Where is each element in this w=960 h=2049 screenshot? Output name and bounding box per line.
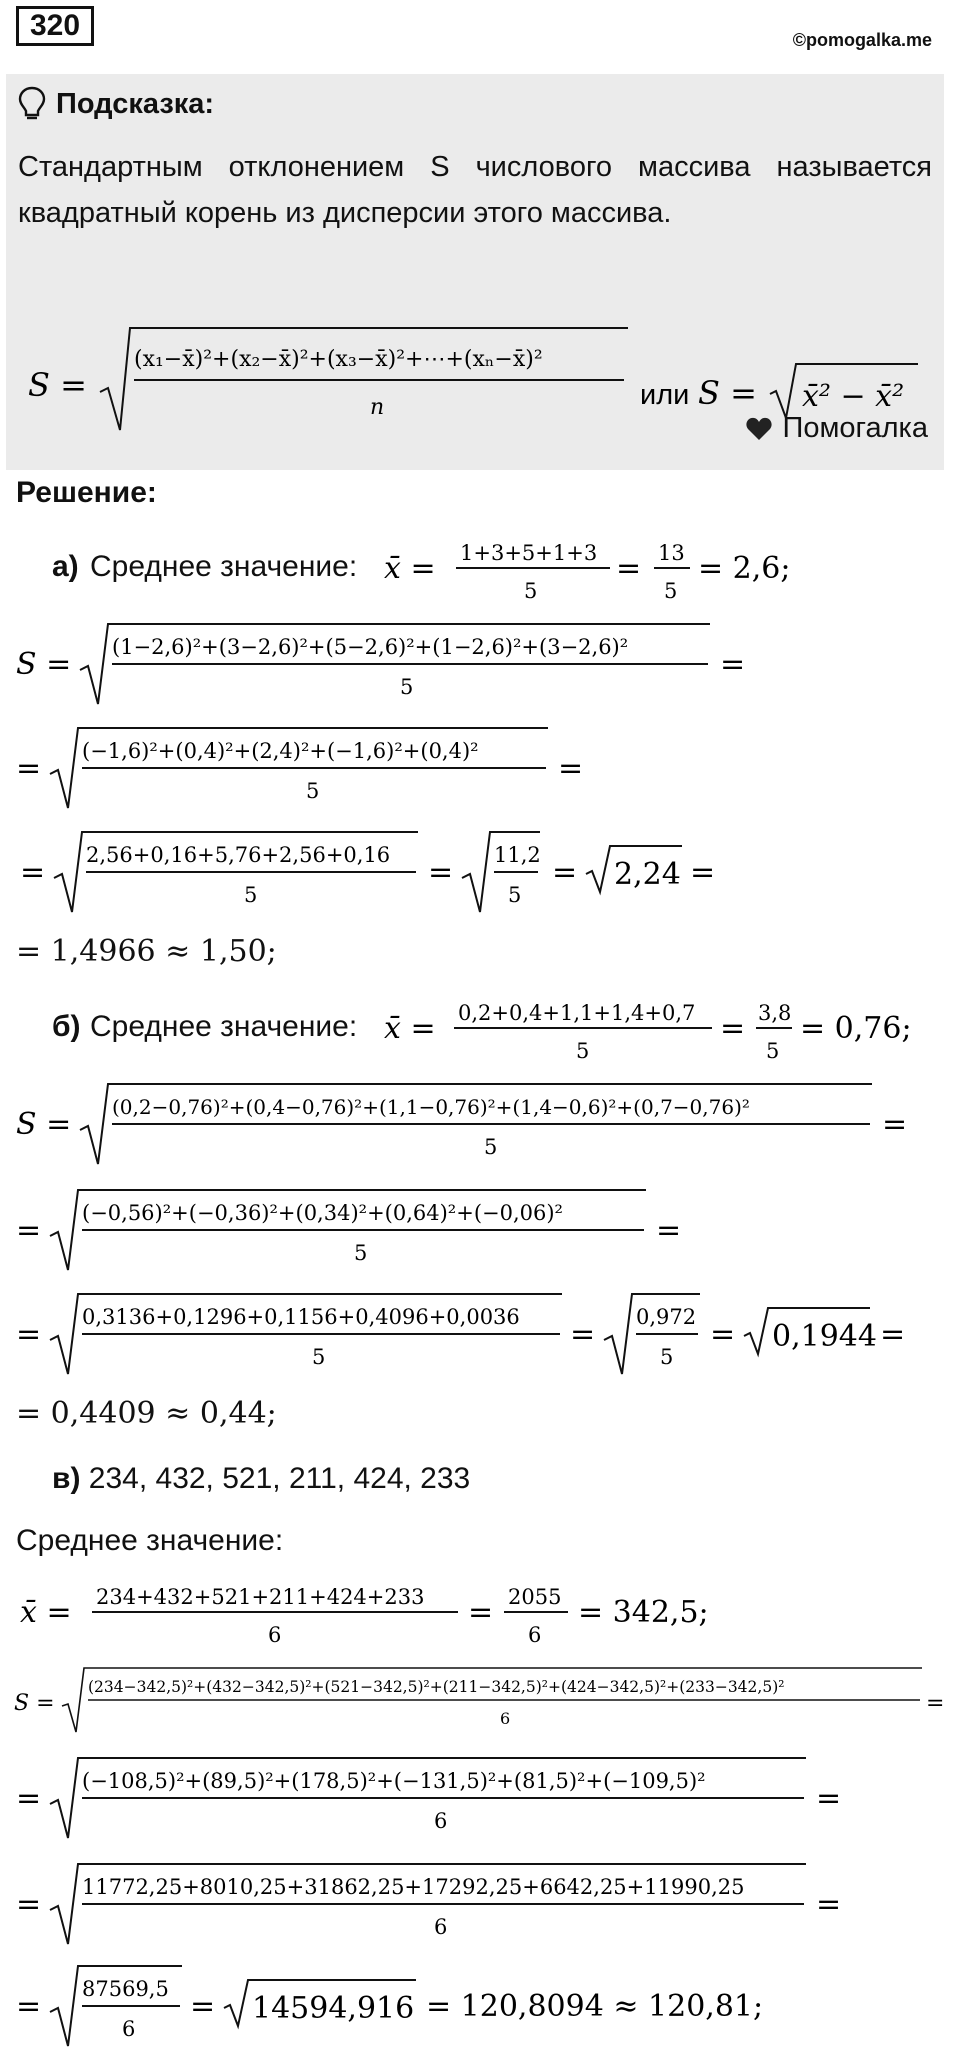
heart-icon: [745, 416, 773, 442]
svg-text:=: =: [816, 1781, 842, 1816]
part-c-mean: [0, 1572, 960, 1654]
svg-text:S =: S =: [698, 374, 757, 412]
part-b-mean-value: = 0,76;: [800, 1011, 912, 1046]
part-b-s3-frac-denominator: 5: [660, 1345, 674, 1369]
part-a-result: = 1,4966 ≈ 1,50;: [16, 934, 277, 969]
part-a-s3-frac-numerator: 11,2: [494, 843, 541, 867]
header: [0, 0, 960, 70]
part-c-s3-denominator: 6: [434, 1915, 448, 1939]
part-a-s3-root: 2,24: [614, 857, 681, 892]
part-a-mean-label: Среднее значение:: [90, 550, 358, 583]
part-c-s-line1: [0, 1664, 960, 1734]
svg-text:=: =: [570, 1317, 596, 1352]
hint-formula-denominator: n: [370, 395, 385, 420]
hint-or-word: или: [640, 379, 690, 411]
part-c-result: = 120,8094 ≈ 120,81;: [426, 1989, 764, 2024]
part-c-frac-numerator: 2055: [508, 1585, 562, 1609]
part-a-s-line3: [0, 826, 960, 916]
part-a-mean: [0, 530, 960, 610]
part-b-s2-denominator: 5: [354, 1241, 368, 1265]
part-a-s2-denominator: 5: [306, 779, 320, 803]
svg-text:x̄ =: x̄ =: [384, 1011, 436, 1046]
part-b-frac-denominator: 5: [766, 1039, 780, 1063]
svg-text:=: =: [816, 1887, 842, 1922]
part-b-s3-root: 0,1944: [772, 1319, 877, 1354]
part-c-s3-numerator: 11772,25+8010,25+31862,25+17292,25+6642,25+11990,25: [82, 1875, 745, 1899]
part-a-s-line1: [0, 618, 960, 708]
part-b-s1-numerator: (0,2−0,76)²+(0,4−0,76)²+(1,1−0,76)²+(1,4−0,6)²+(0,7−0,76)²: [112, 1095, 750, 1119]
hint-title: [18, 86, 214, 122]
part-b-s2-numerator: (−0,56)²+(−0,36)²+(0,34)²+(0,64)²+(−0,06)²: [82, 1201, 563, 1225]
part-a-s3-numerator: 2,56+0,16+5,76+2,56+0,16: [86, 843, 391, 867]
part-a-s1-numerator: (1−2,6)²+(3−2,6)²+(5−2,6)²+(1−2,6)²+(3−2,6)²: [112, 635, 629, 659]
svg-text:=: =: [720, 1011, 746, 1046]
svg-text:x̄ =: x̄ =: [20, 1595, 72, 1630]
svg-text:=: =: [16, 1887, 42, 1922]
part-b-result: = 0,4409 ≈ 0,44;: [16, 1396, 277, 1431]
hint-title-text: Подсказка:: [56, 87, 215, 120]
svg-text:=: =: [616, 551, 642, 586]
part-c-label: в): [52, 1462, 81, 1495]
part-c-numbers-line: [52, 1462, 470, 1496]
part-a-s-line2: [0, 722, 960, 812]
brand-label: [745, 412, 928, 445]
part-a-mean-denominator: 5: [524, 579, 538, 603]
part-b-label: б): [52, 1010, 81, 1043]
lightbulb-icon: [18, 86, 46, 122]
part-b-mean-numerator: 0,2+0,4+1,1+1,4+0,7: [458, 1001, 696, 1025]
svg-text:=: =: [558, 751, 584, 786]
part-b-s1-denominator: 5: [484, 1135, 498, 1159]
brand-text: Помогалка: [782, 412, 928, 444]
hint-box: [6, 74, 944, 470]
part-c-mean-numerator: 234+432+521+211+424+233: [96, 1585, 425, 1609]
svg-text:=: =: [20, 855, 46, 890]
part-c-s1-numerator: (234−342,5)²+(432−342,5)²+(521−342,5)²+(211−342,5)²+(424−342,5)²+(233−342,5)²: [88, 1678, 785, 1696]
part-a-mean-numerator: 1+3+5+1+3: [460, 541, 598, 565]
svg-text:=: =: [552, 855, 578, 890]
svg-text:=: =: [16, 1781, 42, 1816]
svg-text:=: =: [190, 1989, 216, 2024]
part-c-s1-denominator: 6: [500, 1709, 511, 1728]
part-c-numbers: 234, 432, 521, 211, 424, 233: [88, 1462, 471, 1495]
part-c-mean-label: Среднее значение:: [16, 1524, 284, 1557]
site-watermark: ©pomogalka.me: [792, 30, 932, 50]
svg-text:S =: S =: [28, 366, 87, 404]
part-b-s-line2: [0, 1184, 960, 1274]
part-b-frac-numerator: 3,8: [758, 1001, 792, 1025]
svg-text:=: =: [720, 647, 746, 682]
svg-text:=: =: [468, 1595, 494, 1630]
part-c-s4-frac-denominator: 6: [122, 2017, 136, 2041]
svg-text:=: =: [16, 751, 42, 786]
hint-definition: Стандартным отклонением S числового массива называется квадратный корень из дисперсии этого массива.: [18, 151, 932, 229]
part-a-mean-value: = 2,6;: [698, 551, 791, 586]
part-c-s-line4: [0, 1960, 960, 2048]
part-b-s3-numerator: 0,3136+0,1296+0,1156+0,4096+0,0036: [82, 1305, 520, 1329]
part-b-s3-frac-numerator: 0,972: [636, 1305, 697, 1329]
part-c-s4-root: 14594,916: [252, 1991, 415, 2026]
solution-title: Решение:: [16, 476, 157, 509]
svg-text:x̄² − x̄²: x̄² − x̄²: [802, 379, 905, 414]
task-number: 320: [16, 6, 94, 46]
svg-text:=: =: [710, 1317, 736, 1352]
part-c-mean-value: = 342,5;: [578, 1595, 709, 1630]
hint-formula-numerator: (x₁−x̄)²+(x₂−x̄)²+(x₃−x̄)²+⋯+(xₙ−x̄)²: [134, 347, 543, 372]
part-b-mean-label: Среднее значение:: [90, 1010, 358, 1043]
part-b-s-line1: [0, 1078, 960, 1168]
part-a-s3-frac-denominator: 5: [508, 883, 522, 907]
part-b-mean-denominator: 5: [576, 1039, 590, 1063]
svg-text:S =: S =: [16, 1107, 72, 1142]
svg-text:x̄ =: x̄ =: [384, 551, 436, 586]
part-c-s2-numerator: (−108,5)²+(89,5)²+(178,5)²+(−131,5)²+(81,5)²+(−109,5)²: [82, 1769, 706, 1793]
part-a-s3-denominator: 5: [244, 883, 258, 907]
part-c-mean-denominator: 6: [268, 1623, 282, 1647]
part-b-mean: [0, 990, 960, 1070]
svg-text:=: =: [882, 1107, 908, 1142]
svg-text:=: =: [656, 1213, 682, 1248]
svg-text:=: =: [926, 1691, 945, 1716]
part-c-s2-denominator: 6: [434, 1809, 448, 1833]
svg-text:=: =: [428, 855, 454, 890]
svg-text:=: =: [16, 1989, 42, 2024]
part-a-frac-numerator: 13: [658, 541, 685, 565]
svg-text:=: =: [16, 1213, 42, 1248]
svg-text:S =: S =: [14, 1691, 55, 1716]
part-b-s-line3: [0, 1288, 960, 1378]
part-c-s-line2: [0, 1750, 960, 1842]
part-b-s3-denominator: 5: [312, 1345, 326, 1369]
part-a-frac-denominator: 5: [664, 579, 678, 603]
svg-text:=: =: [690, 855, 716, 890]
part-a-s1-denominator: 5: [400, 675, 414, 699]
part-c-s-line3: [0, 1856, 960, 1948]
svg-text:=: =: [16, 1317, 42, 1352]
part-a-s2-numerator: (−1,6)²+(0,4)²+(2,4)²+(−1,6)²+(0,4)²: [82, 739, 479, 763]
svg-text:S =: S =: [16, 647, 72, 682]
part-c-frac-denominator: 6: [528, 1623, 542, 1647]
part-a-label: а): [52, 550, 79, 583]
svg-text:=: =: [880, 1317, 906, 1352]
part-c-s4-frac-numerator: 87569,5: [82, 1977, 169, 2001]
